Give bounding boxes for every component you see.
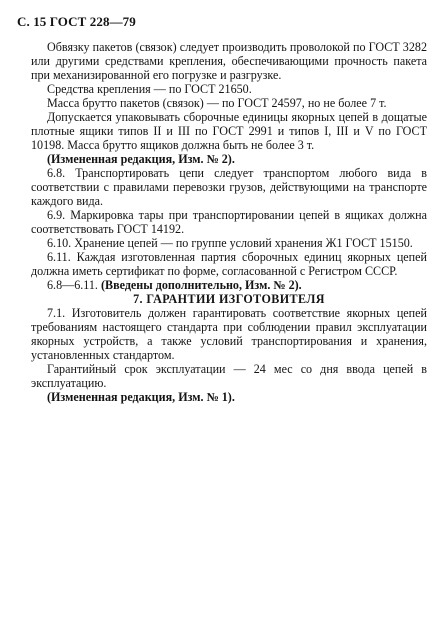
introduced-note-bold: (Введены дополнительно, Изм. № 2).: [100, 278, 302, 292]
paragraph-fastening-means: Средства крепления — по ГОСТ 21650.: [47, 82, 252, 96]
page-content: [31, 40, 427, 404]
page-header: С. 15 ГОСТ 228—79: [17, 14, 136, 29]
clause-7-1: 7.1. Изготовитель должен гарантировать соответствие якорных цепей требованиям настоящего стандарта при соблюдении правил эксплуатации якорных устройств, а также условий транспортирования и хранения, установленных стандартом.: [31, 306, 427, 362]
paragraph-gross-mass: Масса брутто пакетов (связок) — по ГОСТ 24597, но не более 7 т.: [47, 96, 387, 110]
clause-6-11: 6.11. Каждая изготовленная партия сборочных единиц якорных цепей должна иметь сертификат по форме, согласованной с Регистром СССР.: [31, 250, 427, 278]
clause-6-8: 6.8. Транспортировать цепи следует транспортом любого вида в соответствии с правилами перевозки грузов, действующими на транспорте каждого вида.: [31, 166, 427, 208]
clause-6-10: 6.10. Хранение цепей — по группе условий хранения Ж1 ГОСТ 15150.: [47, 236, 413, 250]
amendment-note-2: (Измененная редакция, Изм. № 2).: [47, 152, 235, 166]
introduced-note: [31, 278, 427, 292]
clause-6-9: 6.9. Маркировка тары при транспортировании цепей в ящиках должна соответствовать ГОСТ 14192.: [31, 208, 427, 236]
section-title: 7. ГАРАНТИИ ИЗГОТОВИТЕЛЯ: [133, 292, 325, 306]
amendment-note-1: (Измененная редакция, Изм. № 1).: [47, 390, 235, 404]
warranty-period: Гарантийный срок эксплуатации — 24 мес со дня ввода цепей в эксплуатацию.: [31, 362, 427, 390]
paragraph-boxes: Допускается упаковывать сборочные единицы якорных цепей в дощатые плотные ящики типов II и III по ГОСТ 2991 и типов I, III и V по ГОСТ 10198. Масса брутто ящиков должна быть не более 3 т.: [31, 110, 427, 152]
paragraph-bundling: Обвязку пакетов (связок) следует производить проволокой по ГОСТ 3282 или другими средствами крепления, обеспечивающими прочность пакета при механизированной его погрузке и разгрузке.: [31, 40, 427, 82]
introduced-note-prefix: 6.8—6.11.: [47, 278, 101, 292]
